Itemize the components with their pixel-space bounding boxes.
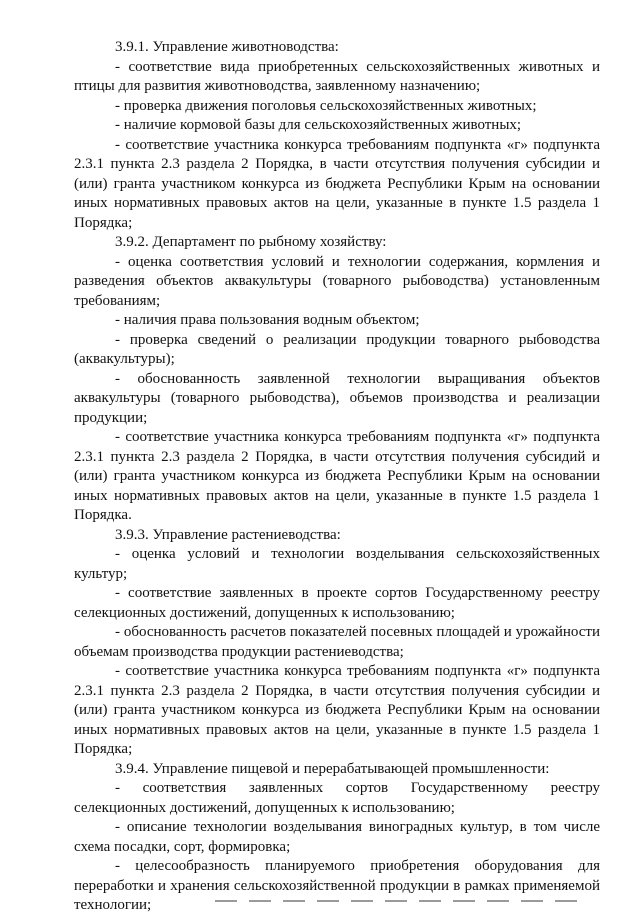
scan-mark <box>215 900 237 902</box>
section-heading-3-9-2: 3.9.2. Департамент по рыбному хозяйству: <box>115 234 387 250</box>
list-item: - соответствие участника конкурса требованиям подпункта «г» подпункта 2.3.1 пункта 2.3 раздела 2 Порядка, в части отсутствия получения субсидии и (или) гранта участником конкурса из бюджета Республики Крым на основании иных нормативных правовых актов на цели, указанные в пункте 1.5 раздела 1 Порядка; <box>74 136 600 231</box>
list-item: - наличие кормовой базы для сельскохозяйственных животных; <box>115 117 522 133</box>
list-item: - соответствие заявленных в проекте сортов Государственному реестру селекционных достижений, допущенных к использованию; <box>74 585 600 621</box>
list-item: - соответствие участника конкурса требованиям подпункта «г» подпункта 2.3.1 пункта 2.3 раздела 2 Порядка, в части отсутствия получения субсидий и (или) гранта участником конкурса из бюджета Республики Крым на основании иных нормативных правовых актов на цели, указанные в пункте 1.5 раздела 1 Порядка. <box>74 429 600 523</box>
list-item: - оценка соответствия условий и технологии содержания, кормления и разведения объектов аквакультуры (товарного рыбоводства) установленным требованиям; <box>74 253 600 309</box>
list-item: - проверка сведений о реализации продукции товарного рыбоводства (аквакультуры); <box>74 331 600 367</box>
scan-mark <box>453 900 475 902</box>
scan-artifact-marks <box>215 900 605 903</box>
section-heading-3-9-4: 3.9.4. Управление пищевой и перерабатывающей промышленности: <box>115 760 550 777</box>
list-item: - соответствия заявленных сортов Государственному реестру селекционных достижений, допущенных к использованию; <box>74 780 600 816</box>
scan-mark <box>419 900 441 902</box>
scan-mark <box>521 900 543 902</box>
list-item: - описание технологии возделывания виноградных культур, в том числе схема посадки, сорт, формировка; <box>74 819 600 855</box>
scan-mark <box>487 900 509 902</box>
list-item: - обоснованность расчетов показателей посевных площадей и урожайности объемам производства продукции растениеводства; <box>74 624 600 660</box>
list-item: - целесообразность планируемого приобретения оборудования для переработки и хранения сельскохозяйственной продукции в рамках применяемой технологии; <box>74 858 600 913</box>
list-item: - соответствие вида приобретенных сельскохозяйственных животных и птицы для развития животноводства, заявленному назначению; <box>74 58 600 94</box>
list-item: - соответствие участника конкурса требованиям подпункта «г» подпункта 2.3.1 пункта 2.3 раздела 2 Порядка, в части отсутствия получения субсидии и (или) гранта участником конкурса из бюджета Республики Крым на основании иных нормативных правовых актов на цели, указанные в пункте 1.5 раздела 1 Порядка; <box>74 663 600 757</box>
scan-mark <box>555 900 577 902</box>
list-item: - наличия права пользования водным объектом; <box>115 312 420 328</box>
scan-mark <box>317 900 339 902</box>
list-item: - обоснованность заявленной технологии выращивания объектов аквакультуры (товарного рыбоводства), объемов производства и реализации продукции; <box>74 370 600 426</box>
scan-mark <box>283 900 305 902</box>
section-heading-3-9-1: 3.9.1. Управление животноводства: <box>115 39 339 55</box>
scan-mark <box>385 900 407 902</box>
scan-mark <box>249 900 271 902</box>
document-page <box>74 38 600 916</box>
scan-mark <box>351 900 373 902</box>
list-item: - проверка движения поголовья сельскохозяйственных животных; <box>115 97 537 114</box>
list-item: - оценка условий и технологии возделывания сельскохозяйственных культур; <box>74 546 600 582</box>
section-heading-3-9-3: 3.9.3. Управление растениеводства: <box>115 526 341 543</box>
